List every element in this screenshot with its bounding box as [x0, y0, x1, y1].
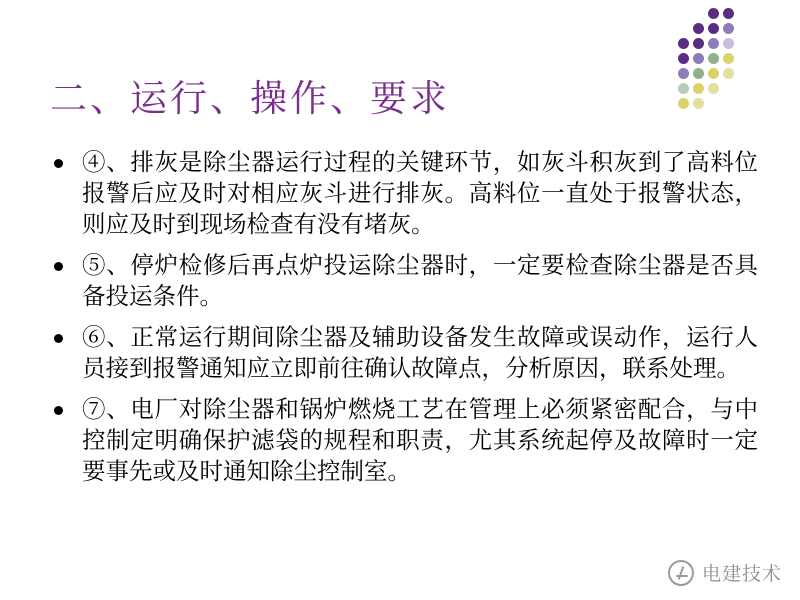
decorative-dot: [693, 83, 704, 94]
decorative-dot: [693, 53, 704, 64]
decorative-dot: [723, 23, 734, 34]
decorative-dot: [678, 38, 689, 49]
decorative-dot: [708, 38, 719, 49]
bullet-dot-icon: [54, 262, 63, 271]
decorative-dot: [708, 8, 719, 19]
decorative-dot: [693, 98, 704, 109]
bullet-dot-icon: [54, 159, 63, 168]
watermark-label: 电建技术: [701, 564, 782, 585]
decorative-dot: [708, 83, 719, 94]
list-item-text: ⑤、停炉检修后再点炉投运除尘器时，一定要检查除尘器是否具备投运条件。: [82, 253, 758, 310]
list-item: [42, 148, 758, 241]
list-item-text: ⑥、正常运行期间除尘器及辅助设备发生故障或误动作，运行人员接到报警通知应立即前往确认故障点，分析原因，联系处理。: [82, 325, 758, 382]
decorative-dot: [723, 68, 734, 79]
bullet-dot-icon: [54, 406, 63, 415]
list-item: [42, 251, 758, 313]
list-item: [42, 323, 758, 385]
list-item-text: ④、排灰是除尘器运行过程的关键环节，如灰斗积灰到了高料位报警后应及时对相应灰斗进行排灰。高料位一直处于报警状态，则应及时到现场检查有没有堵灰。: [82, 150, 758, 238]
decorative-dot: [678, 98, 689, 109]
list-item-text: ⑦、电厂对除尘器和锅炉燃烧工艺在管理上必须紧密配合，与中控制定明确保护滤袋的规程和职责，尤其系统起停及故障时一定要事先或及时通知除尘控制室。: [82, 397, 758, 485]
wechat-account-icon: [668, 560, 694, 586]
bullet-dot-icon: [54, 334, 63, 343]
decorative-dot: [708, 68, 719, 79]
decorative-dot: [693, 38, 704, 49]
decorative-dot: [678, 68, 689, 79]
decorative-dot: [723, 53, 734, 64]
decorative-dot: [678, 83, 689, 94]
decorative-dot: [723, 8, 734, 19]
list-item: [42, 395, 758, 488]
bullet-list: [42, 148, 758, 498]
decorative-dot: [693, 23, 704, 34]
decorative-dot: [678, 53, 689, 64]
decorative-dot: [708, 23, 719, 34]
dot-grid-decoration: [678, 8, 788, 118]
footer-watermark: [668, 559, 782, 586]
decorative-dot: [693, 68, 704, 79]
decorative-dot: [723, 38, 734, 49]
page-title: 二、运行、操作、要求: [50, 79, 450, 120]
decorative-dot: [708, 53, 719, 64]
